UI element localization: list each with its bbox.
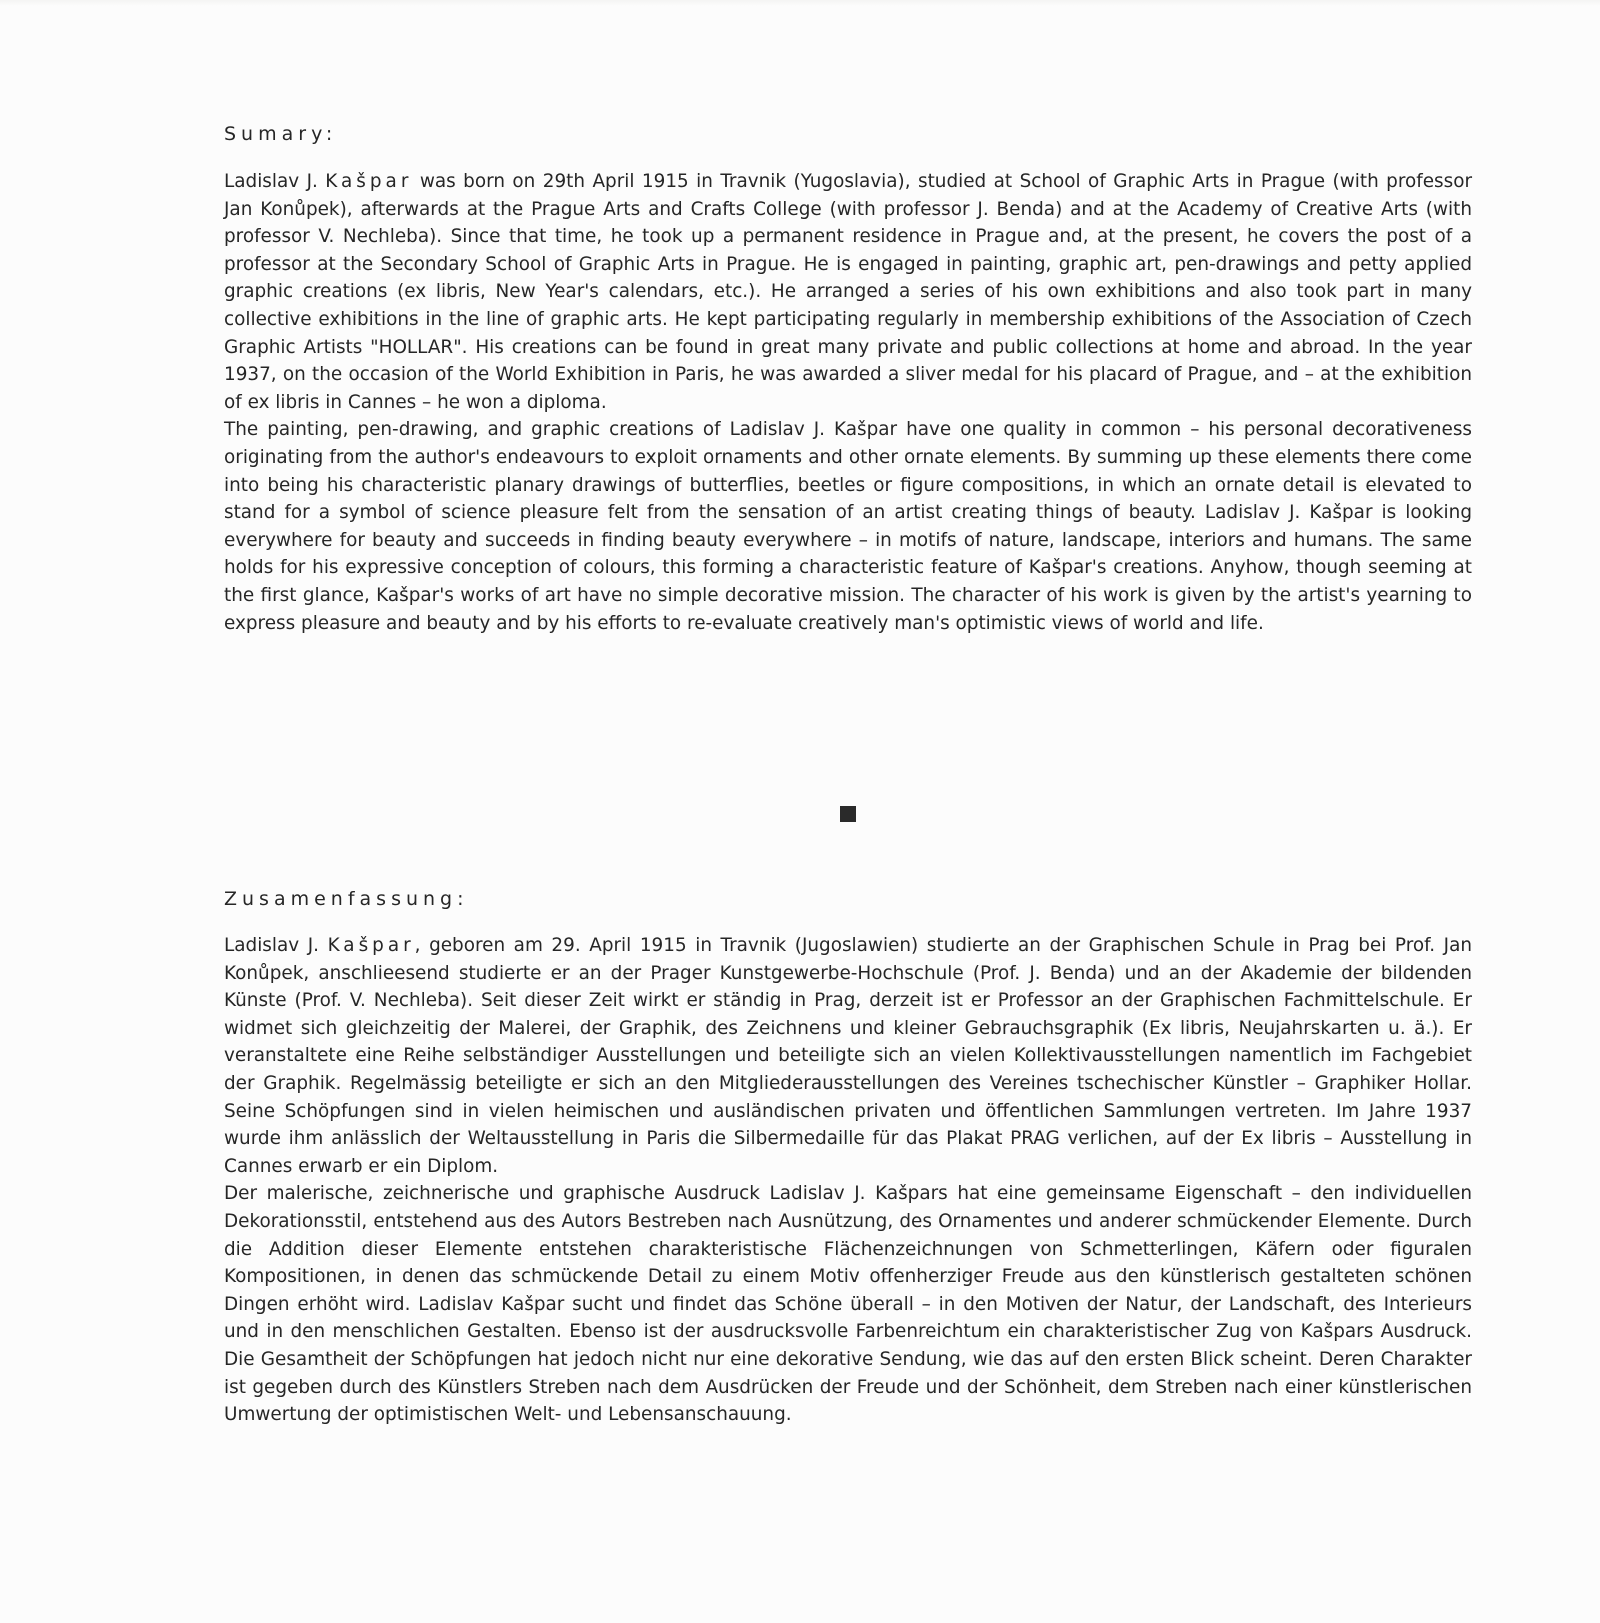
summary-paragraph-1 [224,168,1472,416]
summary-p1-rest: was born on 29th April 1915 in Travnik (Yugoslavia), studied at School of Graphic Arts in Prague (with professor Jan Konůpek), afterwards at the Prague Arts and Crafts College (with professor J. Benda) and at the Academy of Creative Arts (with professor V. Nechleba). Since that time, he took up a permanent residence in Prague and, at the present, he covers the post of a professor at the Secondary School of Graphic Arts in Prague. He is engaged in painting, graphic art, pen-drawings and petty applied graphic creations (ex libris, New Year's calendars, etc.). He arranged a series of his own exhibitions and also took part in many collective exhibitions in the line of graphic arts. He kept participating regularly in membership exhibitions of the Association of Czech Graphic Artists "HOLLAR". His creations can be found in great many private and public collections at home and abroad. In the year 1937, on the occasion of the World Exhibition in Paris, he was awarded a sliver medal for his placard of Prague, and – at the exhibition of ex libris in Cannes – he won a diploma. [224,171,1473,413]
summary-p1-start: Ladislav J. [224,171,326,192]
zusammenfassung-p1-start: Ladislav J. [224,935,328,956]
zusammenfassung-paragraph-2: Der malerische, zeichnerische und graphische Ausdruck Ladislav J. Kašpars hat eine gemeinsame Eigenschaft – den individuellen Dekorationsstil, entstehend aus des Autors Bestreben nach Ausnützung, des Ornamentes und anderer schmückender Elemente. Durch die Addition dieser Elemente entstehen charakteristische Flächenzeichnungen von Schmetterlingen, Käfern oder figuralen Kompositionen, in denen das schmückende Detail zu einem Motiv offenherziger Freude aus den künstlerisch gestalteten schönen Dingen erhöht wird. Ladislav Kašpar sucht und findet das Schöne überall – in den Motiven der Natur, der Landschaft, des Interieurs und in den menschlichen Gestalten. Ebenso ist der ausdrucksvolle Farbenreichtum ein charakteristischer Zug von Kašpars Ausdruck. Die Gesamtheit der Schöpfungen hat jedoch nicht nur eine dekorative Sendung, wie das auf den ersten Blick scheint. Deren Charakter ist gegeben durch des Künstlers Streben nach dem Ausdrücken der Freude und der Schönheit, dem Streben nach einer künstlerischen Umwertung der optimistischen Welt- und Lebensanschauung. [224,1183,1472,1426]
summary-paragraph-2: The painting, pen-drawing, and graphic creations of Ladislav J. Kašpar have one quality in common – his personal decorativeness originating from the author's endeavours to exploit ornaments and other ornate elements. By summing up these elements there come into being his characteristic planary drawings of butterflies, beetles or figure compositions, in which an ornate detail is elevated to stand for a symbol of science pleasure felt from the sensation of an artist creating things of beauty. Ladislav J. Kašpar is looking everywhere for beauty and succeeds in finding beauty everywhere – in motifs of nature, landscape, interiors and humans. The same holds for his expressive conception of colours, this forming a characteristic feature of Kašpar's creations. Anyhow, though seeming at the first glance, Kašpar's works of art have no simple decorative mission. The character of his work is given by the artist's yearning to express pleasure and beauty and by his efforts to re-evaluate creatively man's optimistic views of world and life. [224,419,1472,634]
summary-artist-name: Kašpar [325,171,413,192]
zusammenfassung-heading: Zusamenfassung: [224,888,469,910]
zusammenfassung-p1-rest: , geboren am 29. April 1915 in Travnik (Jugoslawien) studierte an der Graphischen Schule in Prag bei Prof. Jan Konůpek, anschlieesend studierte er an der Prager Kunstgewerbe-Hochschule (Prof. J. Benda) und an der Akademie der bildenden Künste (Prof. V. Nechleba). Seit dieser Zeit wirkt er ständig in Prag, derzeit ist er Professor an der Graphischen Fachmittelschule. Er widmet sich gleichzeitig der Malerei, der Graphik, des Zeichnens und kleiner Gebrauchsgraphik (Ex libris, Neujahrskarten u. ä.). Er veranstaltete eine Reihe selbständiger Ausstellungen und beteiligte sich an vielen Kollektivausstellungen namentlich im Fachgebiet der Graphik. Regelmässig beteiligte er sich an den Mitgliederausstellungen des Vereines tschechischer Künstler – Graphiker Hollar. Seine Schöpfungen sind in vielen heimischen und ausländischen privaten und öffentlichen Sammlungen vertreten. Im Jahre 1937 wurde ihm anlässlich der Weltausstellung in Paris die Silbermedaille für das Plakat PRAG verlichen, auf der Ex libris – Ausstellung in Cannes erwarb er ein Diplom. [224,935,1472,1177]
zusammenfassung-artist-name: Kašpar [327,935,415,956]
section-divider-mark [840,806,856,822]
summary-heading: Sumary: [224,123,338,145]
zusammenfassung-paragraph-1 [224,932,1472,1180]
summary-section [224,168,1472,637]
zusammenfassung-section [224,932,1472,1429]
